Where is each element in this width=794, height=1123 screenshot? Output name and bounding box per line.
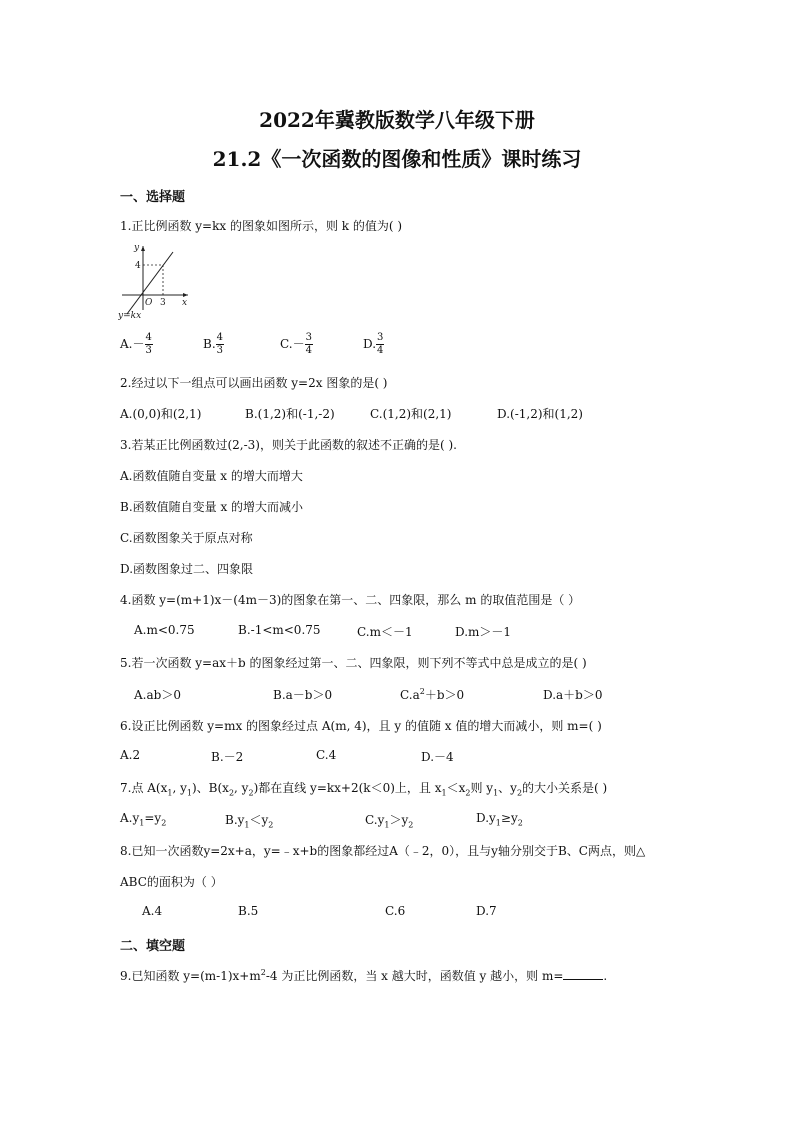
text-run: 则 y xyxy=(470,781,494,795)
q4-option-a[interactable]: A.m<0.75 xyxy=(134,623,195,637)
x-axis-arrow-icon xyxy=(183,293,188,297)
q7-option-b[interactable] xyxy=(225,811,273,829)
q3-option-c[interactable]: C.函数图象关于原点对称 xyxy=(120,531,253,545)
denominator: 4 xyxy=(377,345,384,356)
origin-label: O xyxy=(145,298,153,308)
q6-option-a[interactable]: A.2 xyxy=(120,748,141,762)
text-run: )、B(x xyxy=(192,781,229,795)
text-run: 的大小关系是( ) xyxy=(522,781,608,795)
y-axis-label: y xyxy=(134,243,140,253)
subscript: 1 xyxy=(139,818,145,828)
q8-option-d[interactable]: D.7 xyxy=(476,904,497,918)
q1-option-d[interactable] xyxy=(363,332,384,357)
q7-option-d[interactable] xyxy=(476,811,523,827)
question-6-text: 6.设正比例函数 y=mx 的图象经过点 A(m, 4)，且 y 的值随 x 值的增大而减小，则 m=( ) xyxy=(120,719,602,733)
y-tick-label: 4 xyxy=(135,261,141,271)
q1-option-b[interactable] xyxy=(203,332,224,357)
subscript: 1 xyxy=(384,820,390,830)
subscript: 2 xyxy=(516,788,523,798)
question-2-text: 2.经过以下一组点可以画出函数 y=2x 图象的是( ) xyxy=(120,376,388,390)
q4-option-b[interactable]: B.-1<m<0.75 xyxy=(238,623,321,637)
fraction xyxy=(376,332,384,357)
option-label: D. xyxy=(363,337,377,351)
q3-option-a[interactable]: A.函数值随自变量 x 的增大而增大 xyxy=(120,469,303,483)
denominator: 3 xyxy=(216,345,224,356)
subscript: 1 xyxy=(493,788,499,798)
option-label: C. xyxy=(280,337,293,351)
numerator: 3 xyxy=(305,332,312,343)
numerator: 4 xyxy=(216,332,224,343)
option-text: B.y xyxy=(225,813,245,827)
option-text: ≥y xyxy=(500,811,518,825)
subscript: 2 xyxy=(268,820,274,830)
line-label: y=kx xyxy=(118,311,142,320)
option-text: ＞y xyxy=(389,813,409,827)
subscript: 1 xyxy=(244,820,250,830)
subscript: 1 xyxy=(186,788,192,798)
q4-option-c[interactable]: C.m＜－1 xyxy=(357,625,413,639)
option-text: A.y xyxy=(120,811,140,825)
numerator: 4 xyxy=(145,332,152,343)
q5-option-c[interactable] xyxy=(400,686,464,703)
q1-option-c[interactable] xyxy=(280,332,313,357)
text-run: 7.点 A(x xyxy=(120,781,168,795)
q6-option-b[interactable]: B.－2 xyxy=(211,750,244,764)
option-text: =y xyxy=(144,811,162,825)
q5-option-a[interactable]: A.ab＞0 xyxy=(134,688,181,702)
q4-option-d[interactable]: D.m＞－1 xyxy=(455,625,512,639)
page-title: 2022年冀教版数学八年级下册 xyxy=(259,108,535,132)
q7-option-c[interactable] xyxy=(365,811,413,829)
denominator: 4 xyxy=(305,345,312,356)
question-8-text-line2: ABC的面积为（ ） xyxy=(120,875,223,889)
q3-option-d[interactable]: D.函数图象过二、四象限 xyxy=(120,562,254,576)
q5-option-b[interactable]: B.a－b＞0 xyxy=(273,688,333,702)
minus-sign: － xyxy=(132,337,145,351)
q5-option-d[interactable]: D.a＋b＞0 xyxy=(543,688,603,702)
page-subtitle: 21.2《一次函数的图像和性质》课时练习 xyxy=(212,147,582,171)
text-run: )都在直线 y=kx+2(k＜0)上，且 x xyxy=(253,781,442,795)
question-3-text: 3.若某正比例函数过(2,-3)，则关于此函数的叙述不正确的是( ). xyxy=(120,438,457,452)
text-run: 9.已知函数 y=(m-1)x+m xyxy=(120,969,261,983)
subscript: 1 xyxy=(441,788,447,798)
q8-option-b[interactable]: B.5 xyxy=(238,904,259,918)
subscript: 2 xyxy=(228,788,235,798)
subscript: 2 xyxy=(161,818,167,828)
text-run: , y xyxy=(172,781,187,795)
section-heading-choice: 一、选择题 xyxy=(120,190,186,205)
question-9-text xyxy=(120,967,607,984)
option-text: C.a xyxy=(400,688,420,702)
fraction xyxy=(145,332,153,357)
fraction xyxy=(216,332,224,357)
question-7-text xyxy=(120,779,607,797)
superscript: 2 xyxy=(419,687,425,696)
section-heading-fill: 二、填空题 xyxy=(120,939,186,954)
x-axis-label: x xyxy=(182,298,188,308)
q2-option-a[interactable]: A.(0,0)和(2,1) xyxy=(120,407,202,421)
text-run: , y xyxy=(234,781,249,795)
option-label: A. xyxy=(120,337,133,351)
question-5-text: 5.若一次函数 y=ax＋b 的图象经过第一、二、四象限，则下列不等式中总是成立的是( ) xyxy=(120,656,587,670)
q3-option-b[interactable]: B.函数值随自变量 x 的增大而减小 xyxy=(120,500,304,514)
text-run: -4 为正比例函数，当 x 越大时，函数值 y 越小，则 m= xyxy=(265,969,564,983)
subscript: 2 xyxy=(465,788,471,798)
minus-sign: － xyxy=(292,337,305,351)
answer-blank[interactable] xyxy=(563,969,603,980)
q2-option-b[interactable]: B.(1,2)和(-1,-2) xyxy=(245,407,335,421)
subscript: 2 xyxy=(517,818,523,828)
subscript: 1 xyxy=(167,788,173,798)
option-text: C.y xyxy=(365,813,385,827)
q7-option-a[interactable] xyxy=(120,811,166,827)
q8-option-a[interactable]: A.4 xyxy=(142,904,163,918)
question-1-text: 1.正比例函数 y=kx 的图象如图所示，则 k 的值为( ) xyxy=(120,219,403,233)
denominator: 3 xyxy=(145,345,152,356)
fraction xyxy=(305,332,313,357)
option-text: D.y xyxy=(476,811,496,825)
question-4-text: 4.函数 y=(m+1)x－(4m－3)的图象在第一、二、四象限，那么 m 的取值范围是（ ） xyxy=(120,593,581,607)
text-run: . xyxy=(603,969,608,983)
option-text: ＜y xyxy=(249,813,269,827)
q1-graph xyxy=(118,238,198,320)
option-label: B. xyxy=(203,337,216,351)
q2-option-d[interactable]: D.(-1,2)和(1,2) xyxy=(497,407,583,421)
text-run: 、y xyxy=(498,781,517,795)
subscript: 1 xyxy=(495,818,501,828)
option-text: ＋b＞0 xyxy=(424,688,465,702)
q6-option-d[interactable]: D.－4 xyxy=(421,750,454,764)
x-tick-label: 3 xyxy=(160,298,166,308)
q1-option-a[interactable] xyxy=(120,332,153,357)
q2-option-c[interactable]: C.(1,2)和(2,1) xyxy=(370,407,452,421)
superscript: 2 xyxy=(260,968,266,977)
q8-option-c[interactable]: C.6 xyxy=(385,904,406,918)
text-run: ＜x xyxy=(446,781,466,795)
subscript: 2 xyxy=(408,820,414,830)
y-axis-arrow-icon xyxy=(141,246,145,251)
subscript: 2 xyxy=(248,788,254,798)
q6-option-c[interactable]: C.4 xyxy=(316,748,337,762)
question-8-text-line1: 8.已知一次函数y=2x+a，y=﹣x+b的图象都经过A（﹣2，0），且与y轴分别交于B、C两点，则△ xyxy=(120,844,646,858)
numerator: 3 xyxy=(377,332,384,343)
